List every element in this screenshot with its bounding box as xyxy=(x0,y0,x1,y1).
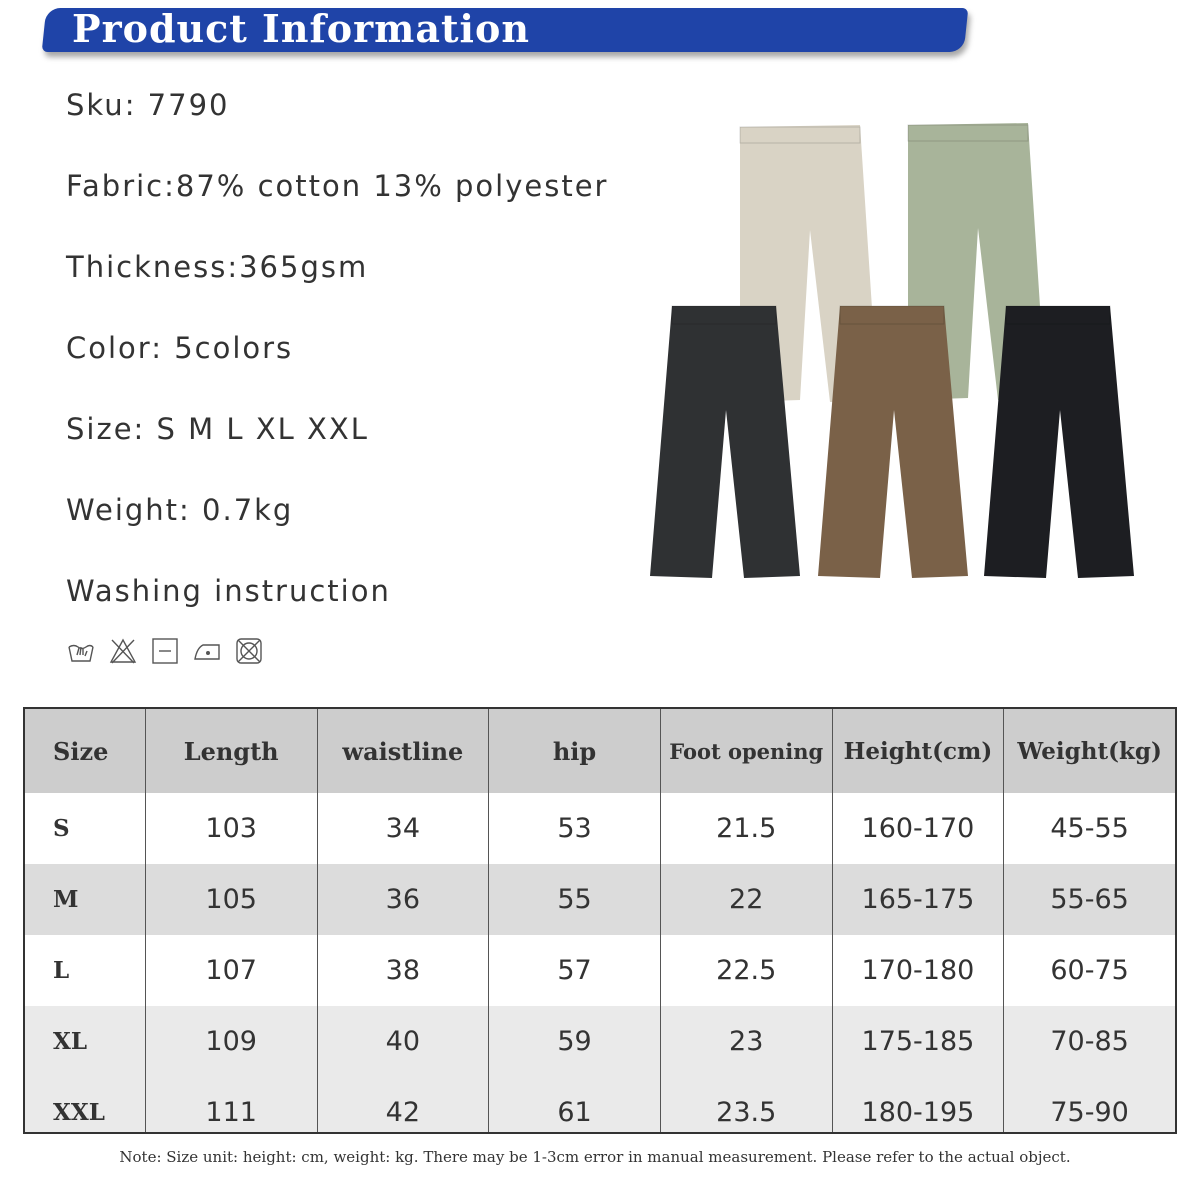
table-cell: 53 xyxy=(489,793,661,864)
spec-color: Color: 5colors xyxy=(66,331,294,365)
dry-flat-icon xyxy=(150,636,180,666)
header-cell: Length xyxy=(146,709,318,793)
spec-sku: Sku: 7790 xyxy=(66,88,230,122)
page-title: Product Information xyxy=(72,6,530,51)
header-cell: hip xyxy=(489,709,661,793)
header-cell: Height(cm) xyxy=(833,709,1005,793)
table-cell: 23.5 xyxy=(661,1077,833,1134)
table-cell: 61 xyxy=(489,1077,661,1134)
table-cell: 22.5 xyxy=(661,935,833,1006)
table-cell: 70-85 xyxy=(1050,1026,1129,1057)
measurement-note: Note: Size unit: height: cm, weight: kg. There may be 1-3cm error in manual measurement. Please refer to the actual object. xyxy=(119,1148,1071,1166)
table-cell: 34 xyxy=(318,793,490,864)
table-row xyxy=(25,935,1175,1006)
spec-washing-instruction: Washing instruction xyxy=(66,574,391,608)
spec-size: Size: S M L XL XXL xyxy=(66,412,369,446)
table-cell: 170-180 xyxy=(833,935,1005,1006)
pants-black xyxy=(984,306,1134,578)
table-cell: 42 xyxy=(318,1077,490,1134)
size-table xyxy=(23,707,1177,1134)
table-cell: 38 xyxy=(318,935,490,1006)
table-cell: S xyxy=(25,793,146,864)
header-cell: waistline xyxy=(318,709,490,793)
table-cell: XL xyxy=(25,1006,146,1077)
do-not-tumble-dry-icon xyxy=(234,636,264,666)
table-cell: 109 xyxy=(146,1006,318,1077)
table-cell: 23 xyxy=(661,1006,833,1077)
table-cell: 57 xyxy=(489,935,661,1006)
table-cell: 175-185 xyxy=(833,1006,1005,1077)
table-cell: M xyxy=(25,864,146,935)
header-cell: Foot opening xyxy=(661,709,833,793)
table-cell: L xyxy=(25,935,146,1006)
table-cell: 36 xyxy=(318,864,490,935)
product-image-pants xyxy=(640,110,1150,590)
table-header-row xyxy=(25,709,1175,793)
table-cell: 111 xyxy=(146,1077,318,1134)
spec-fabric: Fabric:87% cotton 13% polyester xyxy=(66,169,609,203)
table-cell: 59 xyxy=(489,1006,661,1077)
table-cell: 21.5 xyxy=(661,793,833,864)
table-cell: 55 xyxy=(489,864,661,935)
table-cell: 160-170 xyxy=(833,793,1005,864)
table-row xyxy=(25,1006,1175,1077)
table-cell: 107 xyxy=(146,935,318,1006)
do-not-bleach-icon xyxy=(108,636,138,666)
table-row xyxy=(25,793,1175,864)
pants-charcoal xyxy=(650,306,800,578)
table-row xyxy=(25,1077,1175,1134)
table-cell: XXL xyxy=(25,1077,146,1134)
table-cell: 55-65 xyxy=(1050,884,1129,915)
table-row xyxy=(25,864,1175,935)
table-cell: 40 xyxy=(318,1006,490,1077)
table-cell: 45-55 xyxy=(1050,813,1129,844)
iron-low-icon xyxy=(192,636,222,666)
hand-wash-icon xyxy=(66,636,96,666)
table-cell: 103 xyxy=(146,793,318,864)
table-cell: 22 xyxy=(661,864,833,935)
washing-icons xyxy=(66,636,264,670)
table-cell: 60-75 xyxy=(1050,955,1129,986)
table-cell: 165-175 xyxy=(833,864,1005,935)
pants-brown xyxy=(818,306,968,578)
header-cell: Size xyxy=(25,709,146,793)
header-cell: Weight(kg) xyxy=(1017,737,1162,765)
spec-weight: Weight: 0.7kg xyxy=(66,493,294,527)
table-cell: 75-90 xyxy=(1050,1097,1129,1128)
table-cell: 105 xyxy=(146,864,318,935)
spec-thickness: Thickness:365gsm xyxy=(66,250,369,284)
table-cell: 180-195 xyxy=(833,1077,1005,1134)
